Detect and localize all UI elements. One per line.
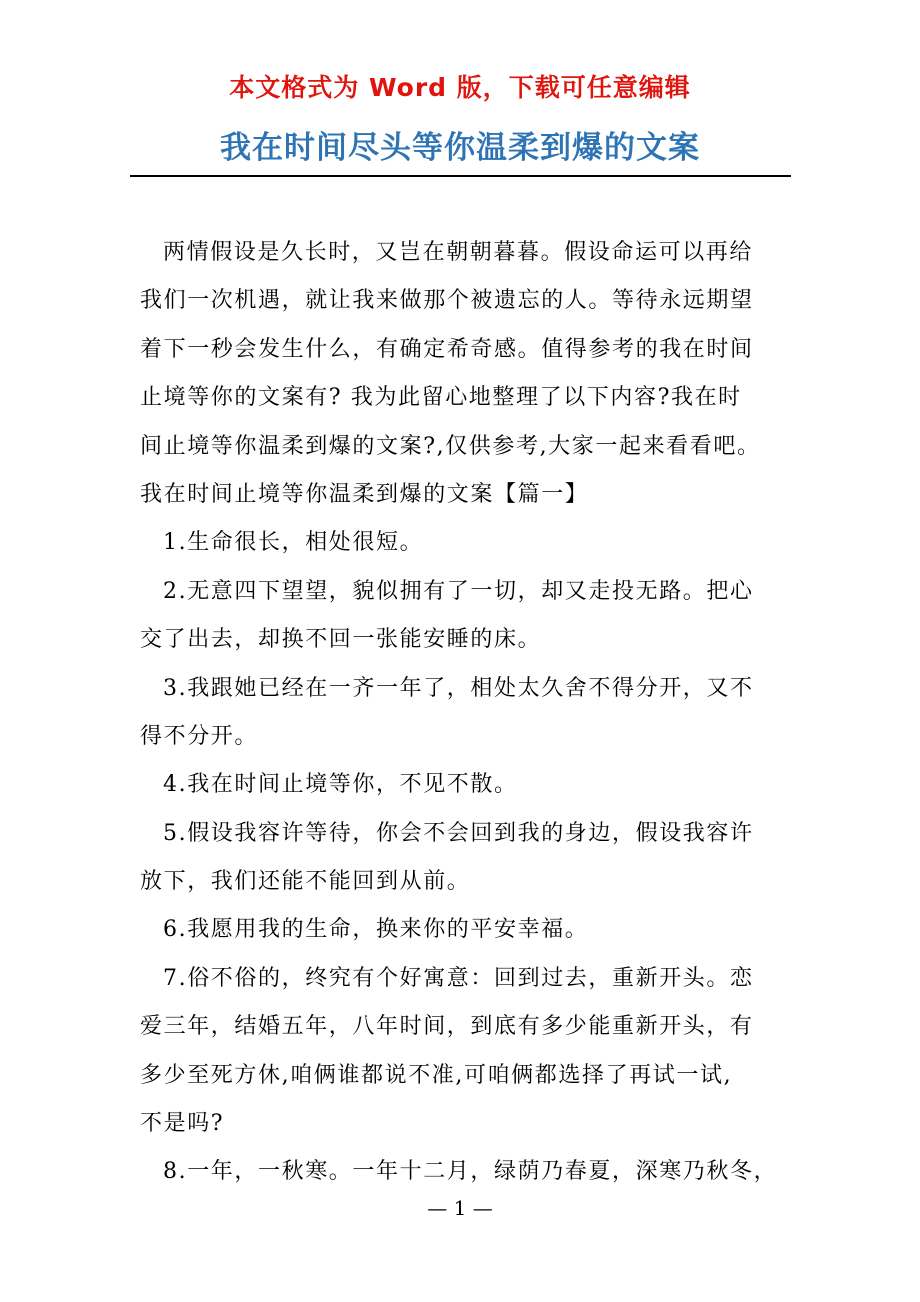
text-line: 着下一秒会发生什么，有确定希奇感。值得参考的我在时间 bbox=[140, 336, 754, 362]
document-body bbox=[140, 229, 800, 1197]
text-line: 3.我跟她已经在一齐一年了，相处太久舍不得分开，又不 bbox=[163, 675, 754, 701]
title-divider bbox=[130, 175, 791, 177]
text-line: 我们一次机遇，就让我来做那个被遗忘的人。等待永远期望 bbox=[140, 288, 754, 314]
text-line: 1.生命很长，相处很短。 bbox=[163, 530, 424, 556]
text-line: 得不分开。 bbox=[140, 723, 259, 749]
text-line: 放下，我们还能不能回到从前。 bbox=[140, 869, 471, 895]
text-line: 不是吗? bbox=[140, 1111, 225, 1137]
text-line: 间止境等你温柔到爆的文案?,仅供参考,大家一起来看看吧。 bbox=[140, 433, 761, 459]
text-line: 我在时间止境等你温柔到爆的文案【篇一】 bbox=[140, 481, 589, 507]
document-title: 我在时间尽头等你温柔到爆的文案 bbox=[220, 130, 700, 166]
text-line: 止境等你的文案有? 我为此留心地整理了以下内容?我在时 bbox=[140, 385, 742, 411]
text-line: 两情假设是久长时，又岂在朝朝暮暮。假设命运可以再给 bbox=[163, 240, 754, 265]
text-line: 2.无意四下望望，貌似拥有了一切，却又走投无路。把心 bbox=[163, 578, 754, 604]
text-line: 爱三年，结婚五年，八年时间，到底有多少能重新开头，有 bbox=[140, 1014, 754, 1040]
text-line: 5.假设我容许等待，你会不会回到我的身边，假设我容许 bbox=[163, 820, 754, 846]
word-format-notice: 本文格式为 Word 版，下载可任意编辑 bbox=[229, 73, 691, 102]
text-line: 8.一年，一秋寒。一年十二月，绿荫乃春夏，深寒乃秋冬， bbox=[163, 1159, 778, 1185]
text-line: 6.我愿用我的生命，换来你的平安幸福。 bbox=[163, 917, 589, 943]
page-number: — 1 — bbox=[427, 1196, 493, 1220]
text-line: 多少至死方休,咱俩谁都说不准,可咱俩都选择了再试一试, bbox=[140, 1062, 733, 1088]
text-line: 交了出去，却换不回一张能安睡的床。 bbox=[140, 627, 542, 653]
text-line: 4.我在时间止境等你，不见不散。 bbox=[163, 772, 518, 798]
text-line: 7.俗不俗的，终究有个好寓意：回到过去，重新开头。恋 bbox=[163, 965, 754, 991]
